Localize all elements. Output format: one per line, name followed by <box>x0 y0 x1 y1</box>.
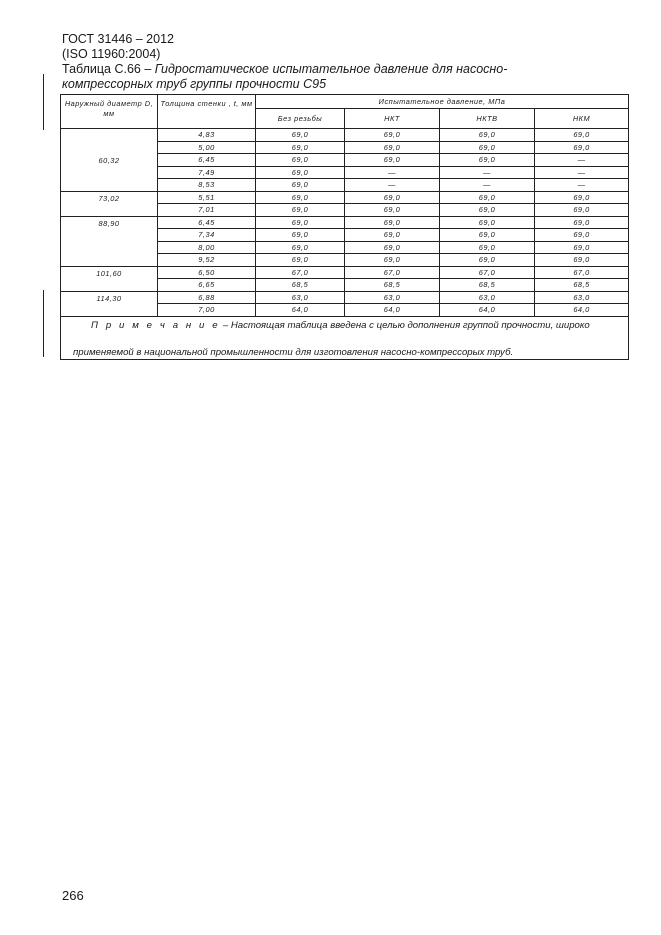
thickness-cell: 5,51 <box>158 191 256 204</box>
note-text-line1: Настоящая таблица введена с целью дополнения группой прочности, широко <box>230 319 590 331</box>
nktv-pressure-cell: 69,0 <box>440 154 535 167</box>
nkt-pressure-cell: 69,0 <box>345 229 440 242</box>
thickness-cell: 6,45 <box>158 154 256 167</box>
note-label: П р и м е ч а н и е <box>91 319 221 331</box>
col-header-nkt: НКТ <box>345 109 440 129</box>
nkt-pressure-cell: 69,0 <box>345 254 440 267</box>
nktv-pressure-cell: 67,0 <box>440 266 535 279</box>
thickness-cell: 6,65 <box>158 279 256 292</box>
diameter-cell: 73,02 <box>61 191 158 216</box>
nkm-pressure-cell: 69,0 <box>535 229 629 242</box>
nkt-pressure-cell: 67,0 <box>345 266 440 279</box>
nktv-pressure-cell: 69,0 <box>440 129 535 142</box>
standard-designation: ГОСТ 31446 – 2012 <box>62 32 174 46</box>
plain-pressure-cell: 69,0 <box>256 216 345 229</box>
note-text-line2: применяемой в национальной промышленности для изготовления насосно-компрессорых труб. <box>73 346 514 358</box>
nkt-pressure-cell: 69,0 <box>345 154 440 167</box>
table-caption-text-cont: компрессорных труб группы прочности С95 <box>62 77 327 91</box>
nkm-pressure-cell: 69,0 <box>535 141 629 154</box>
col-header-nkm: НКМ <box>535 109 629 129</box>
diameter-cell: 88,90 <box>61 216 158 266</box>
diameter-cell: 101,60 <box>61 266 158 291</box>
nkm-pressure-cell: 68,5 <box>535 279 629 292</box>
plain-pressure-cell: 69,0 <box>256 154 345 167</box>
col-header-pressure: Испытательное давление, МПа <box>256 95 629 109</box>
pressure-table <box>60 94 629 360</box>
nkm-pressure-cell: 69,0 <box>535 191 629 204</box>
plain-pressure-cell: 63,0 <box>256 291 345 304</box>
nkm-pressure-cell: 67,0 <box>535 266 629 279</box>
plain-pressure-cell: 67,0 <box>256 266 345 279</box>
revision-bar-top <box>43 74 44 130</box>
nkt-pressure-cell: 69,0 <box>345 129 440 142</box>
col-header-diameter: Наружный диаметр D, мм <box>61 95 158 129</box>
plain-pressure-cell: 69,0 <box>256 229 345 242</box>
iso-designation: (ISO 11960:2004) <box>62 47 161 61</box>
plain-pressure-cell: 69,0 <box>256 254 345 267</box>
nktv-pressure-cell: 69,0 <box>440 141 535 154</box>
nktv-pressure-cell: 63,0 <box>440 291 535 304</box>
table-row <box>61 129 629 142</box>
diameter-cell: 114,30 <box>61 291 158 316</box>
nktv-pressure-cell: 69,0 <box>440 229 535 242</box>
nktv-pressure-cell: 69,0 <box>440 241 535 254</box>
table-note <box>61 316 629 359</box>
plain-pressure-cell: 69,0 <box>256 141 345 154</box>
page-number: 266 <box>62 888 84 903</box>
nkm-pressure-cell: — <box>535 166 629 179</box>
col-header-nktv: НКТВ <box>440 109 535 129</box>
table-row <box>61 266 629 279</box>
nktv-pressure-cell: 69,0 <box>440 191 535 204</box>
plain-pressure-cell: 69,0 <box>256 241 345 254</box>
nktv-pressure-cell: 69,0 <box>440 204 535 217</box>
nkm-pressure-cell: 69,0 <box>535 254 629 267</box>
thickness-cell: 9,52 <box>158 254 256 267</box>
nkm-pressure-cell: 69,0 <box>535 216 629 229</box>
thickness-cell: 7,49 <box>158 166 256 179</box>
table-caption-line1 <box>62 62 507 77</box>
nkt-pressure-cell: 68,5 <box>345 279 440 292</box>
nkm-pressure-cell: 69,0 <box>535 129 629 142</box>
table-caption-text: Гидростатическое испытательное давление для насосно- <box>154 62 508 76</box>
thickness-cell: 8,00 <box>158 241 256 254</box>
thickness-cell: 6,88 <box>158 291 256 304</box>
note-dash: – <box>220 319 231 331</box>
nktv-pressure-cell: 64,0 <box>440 304 535 317</box>
table-caption-line2 <box>62 77 326 92</box>
nkt-pressure-cell: 63,0 <box>345 291 440 304</box>
col-header-plain: Без резьбы <box>256 109 345 129</box>
plain-pressure-cell: 68,5 <box>256 279 345 292</box>
col-header-thickness: Толщина стенки , t, мм <box>158 95 256 129</box>
table-row <box>61 291 629 304</box>
nkm-pressure-cell: — <box>535 179 629 192</box>
plain-pressure-cell: 69,0 <box>256 179 345 192</box>
nkt-pressure-cell: 69,0 <box>345 204 440 217</box>
thickness-cell: 4,83 <box>158 129 256 142</box>
thickness-cell: 7,00 <box>158 304 256 317</box>
nkm-pressure-cell: 69,0 <box>535 241 629 254</box>
thickness-cell: 6,45 <box>158 216 256 229</box>
table-caption-prefix: Таблица С.66 – <box>62 62 155 76</box>
nkt-pressure-cell: 69,0 <box>345 216 440 229</box>
table-row <box>61 191 629 204</box>
nktv-pressure-cell: 69,0 <box>440 254 535 267</box>
nkm-pressure-cell: 64,0 <box>535 304 629 317</box>
nktv-pressure-cell: — <box>440 179 535 192</box>
plain-pressure-cell: 69,0 <box>256 166 345 179</box>
diameter-cell: 60,32 <box>61 129 158 192</box>
revision-bar-bottom <box>43 290 44 357</box>
thickness-cell: 5,00 <box>158 141 256 154</box>
nktv-pressure-cell: 69,0 <box>440 216 535 229</box>
plain-pressure-cell: 69,0 <box>256 129 345 142</box>
nkt-pressure-cell: — <box>345 166 440 179</box>
nkm-pressure-cell: 63,0 <box>535 291 629 304</box>
nktv-pressure-cell: 68,5 <box>440 279 535 292</box>
nkt-pressure-cell: 64,0 <box>345 304 440 317</box>
nkt-pressure-cell: 69,0 <box>345 191 440 204</box>
nkt-pressure-cell: 69,0 <box>345 141 440 154</box>
thickness-cell: 6,50 <box>158 266 256 279</box>
nkm-pressure-cell: — <box>535 154 629 167</box>
thickness-cell: 7,01 <box>158 204 256 217</box>
plain-pressure-cell: 69,0 <box>256 191 345 204</box>
table-row <box>61 216 629 229</box>
thickness-cell: 8,53 <box>158 179 256 192</box>
plain-pressure-cell: 64,0 <box>256 304 345 317</box>
nkt-pressure-cell: — <box>345 179 440 192</box>
plain-pressure-cell: 69,0 <box>256 204 345 217</box>
thickness-cell: 7,34 <box>158 229 256 242</box>
nkt-pressure-cell: 69,0 <box>345 241 440 254</box>
nktv-pressure-cell: — <box>440 166 535 179</box>
nkm-pressure-cell: 69,0 <box>535 204 629 217</box>
